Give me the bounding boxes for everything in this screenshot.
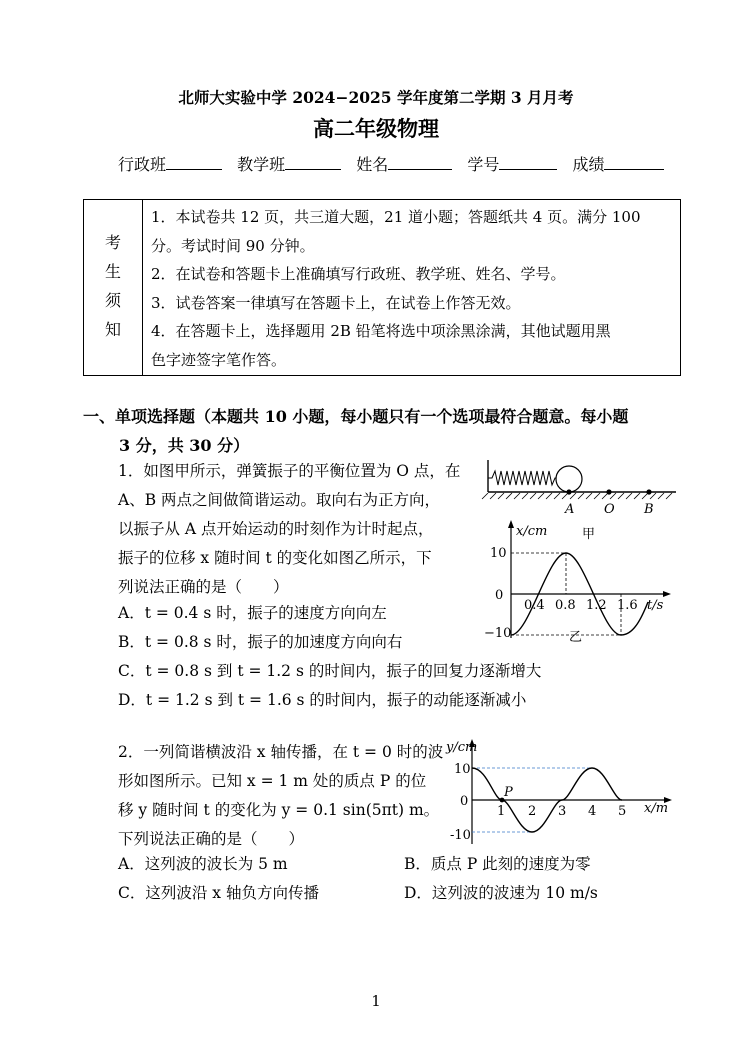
question-2-stem <box>118 738 443 854</box>
question-text-line: 1．如图甲所示，弹簧振子的平衡位置为 O 点，在 <box>118 462 461 480</box>
notice-line: 分。考试时间 90 分钟。 <box>151 236 315 255</box>
x-tick-label: 1.6 <box>617 598 638 613</box>
point-o-dot <box>606 489 611 494</box>
question-text-line: 下列说法正确的是（ ） <box>118 830 305 848</box>
field-blank-student-id[interactable] <box>499 153 557 170</box>
field-label-teaching-class: 教学班 <box>237 155 286 174</box>
option-a[interactable]: A．t = 0.4 s 时，振子的速度方向向左 <box>118 604 387 622</box>
x-tick-label: 1.2 <box>586 598 607 613</box>
section-heading-line: 一、单项选择题（本题共 10 小题，每小题只有一个选项最符合题意。每小题 <box>83 407 629 426</box>
question-text-line: 移 y 随时间 t 的变化为 y = 0.1 sin(5πt) m。 <box>118 801 440 819</box>
option-b[interactable]: B．质点 P 此刻的速度为零 <box>404 855 591 873</box>
figure-spring-oscillator <box>480 456 680 518</box>
field-blank-admin-class[interactable] <box>166 153 222 170</box>
y-tick-label: 10 <box>490 546 507 561</box>
x-axis-label: t/s <box>647 598 664 613</box>
field-label-admin-class: 行政班 <box>118 155 167 174</box>
option-a[interactable]: A．这列波的波长为 5 m <box>118 855 288 873</box>
field-blank-name[interactable] <box>388 153 452 170</box>
section-heading-line: 3 分，共 30 分） <box>119 436 250 455</box>
point-a-dot <box>566 489 571 494</box>
question-text-line: 形如图所示。已知 x = 1 m 处的质点 P 的位 <box>118 772 427 790</box>
field-label-name: 姓名 <box>356 155 389 174</box>
point-a-label: A <box>565 502 575 517</box>
x-tick-label: 3 <box>558 804 567 819</box>
oscillator-ball <box>556 466 582 492</box>
figure-wave-graph <box>444 736 676 848</box>
y-axis-label: y/cm <box>446 740 478 755</box>
x-axis-label: x/m <box>644 801 669 816</box>
notice-side-char: 生 <box>104 262 121 281</box>
option-b[interactable]: B．t = 0.8 s 时，振子的加速度方向向右 <box>118 633 403 651</box>
option-d[interactable]: D．t = 1.2 s 到 t = 1.6 s 的时间内，振子的动能逐渐减小 <box>118 691 527 709</box>
notice-line: 4．在答题卡上，选择题用 2B 铅笔将选中项涂黑涂满，其他试题用黑 <box>151 322 611 340</box>
y-tick-label: -10 <box>450 828 471 843</box>
question-1-stem <box>118 457 460 602</box>
student-info-fields <box>118 152 674 175</box>
field-blank-score[interactable] <box>604 153 664 170</box>
point-b-label: B <box>644 502 654 517</box>
spring <box>488 471 556 485</box>
option-d[interactable]: D．这列波的波速为 10 m/s <box>404 884 598 902</box>
notice-line: 1．本试卷共 12 页，共三道大题，21 道小题；答题纸共 4 页。满分 100 <box>151 208 641 226</box>
question-text-line: A、B 两点之间做简谐运动。取向右为正方向， <box>118 491 441 509</box>
question-text-line: 列说法正确的是（ ） <box>118 578 289 596</box>
x-tick-label: 5 <box>618 804 627 819</box>
school-title: 北师大实验中学 2024−2025 学年度第二学期 3 月月考 <box>178 88 574 107</box>
figure-jia-caption: 甲 <box>582 527 596 542</box>
point-o-label: O <box>604 502 615 517</box>
option-c[interactable]: C．t = 0.8 s 到 t = 1.2 s 的时间内，振子的回复力逐渐增大 <box>118 662 542 680</box>
x-tick-label: 1 <box>497 804 506 819</box>
notice-line: 3．试卷答案一律填写在答题卡上，在试卷上作答无效。 <box>151 293 521 312</box>
section-heading <box>83 402 683 460</box>
x-tick-label: 0.8 <box>555 598 576 613</box>
page-number: 1 <box>371 992 381 1010</box>
exam-notice-box <box>83 199 681 376</box>
notice-body <box>151 203 677 374</box>
option-c[interactable]: C．这列波沿 x 轴负方向传播 <box>118 884 319 902</box>
x-tick-label: 4 <box>588 804 597 819</box>
y-tick-label: 0 <box>460 794 469 809</box>
ground-hatching <box>482 493 672 499</box>
y-tick-label: 0 <box>495 588 504 603</box>
figure-yi-caption: 乙 <box>569 630 583 645</box>
point-p-label: P <box>504 785 513 800</box>
y-tick-label: −10 <box>484 626 512 641</box>
field-label-student-id: 学号 <box>467 155 500 174</box>
x-tick-label: 0.4 <box>524 598 545 613</box>
question-text-line: 振子的位移 x 随时间 t 的变化如图乙所示，下 <box>118 549 432 567</box>
notice-line: 2．在试卷和答题卡上准确填写行政班、教学班、姓名、学号。 <box>151 265 566 283</box>
y-axis-arrow <box>508 520 514 528</box>
field-blank-teaching-class[interactable] <box>285 153 341 170</box>
question-text-line: 以振子从 A 点开始运动的时刻作为计时起点， <box>118 520 434 538</box>
x-axis-arrow <box>663 591 671 597</box>
notice-side-char: 须 <box>104 291 121 310</box>
notice-line: 色字迹签字笔作答。 <box>151 350 287 369</box>
x-tick-label: 2 <box>528 804 537 819</box>
y-tick-label: 10 <box>454 762 471 777</box>
notice-side-char: 知 <box>104 320 121 339</box>
subject-title: 高二年级物理 <box>313 116 439 141</box>
y-axis-label: x/cm <box>516 524 548 539</box>
figure-xt-graph <box>476 518 676 648</box>
notice-side-char: 考 <box>104 233 121 252</box>
point-b-dot <box>646 489 651 494</box>
field-label-score: 成绩 <box>572 155 605 174</box>
notice-side-label <box>84 200 143 375</box>
question-text-line: 2．一列简谐横波沿 x 轴传播，在 t = 0 时的波 <box>118 743 444 761</box>
